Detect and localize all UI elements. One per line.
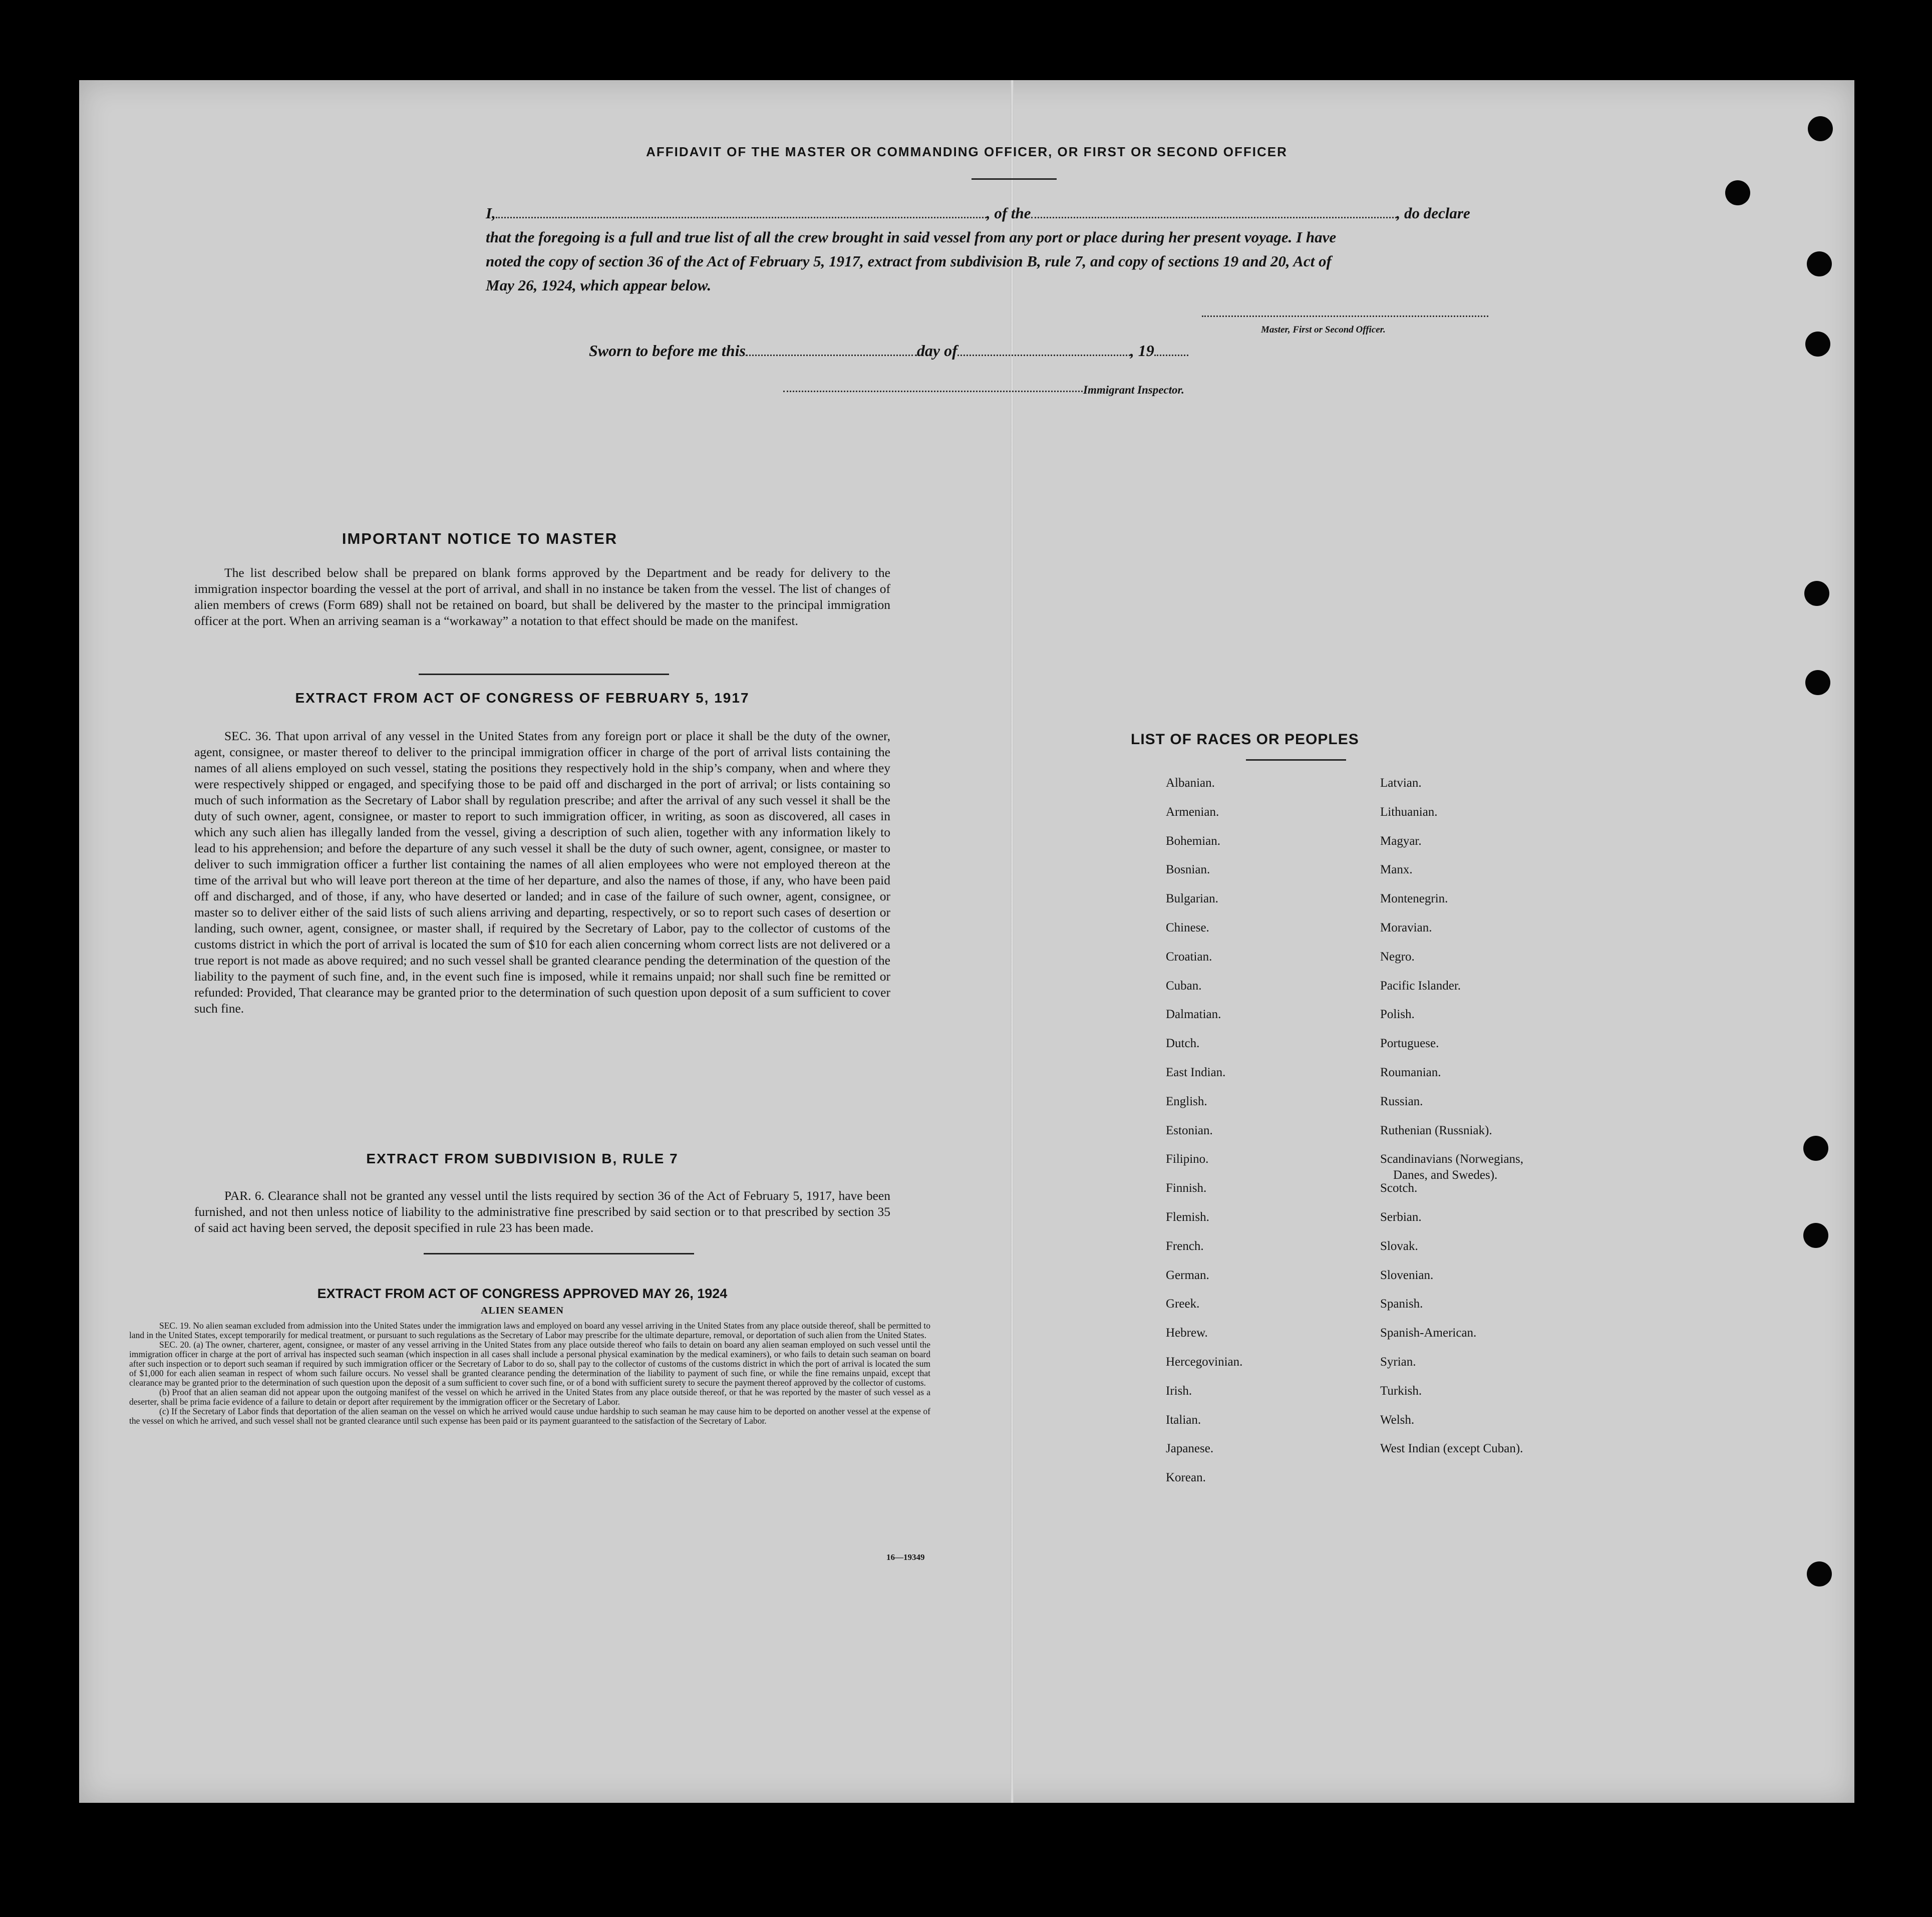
sec-20a-text: SEC. 20. (a) The owner, charterer, agent, consignee, or master of any vessel arriving in the United States from any place outside thereof who fails to detain on board any alien seaman employed on such vessel until the immigration officer in charge at the port of arrival has inspected such seaman (which inspection in all cases shall include a personal physical examination by the medical examiners), or who fails to detain such seaman on board after such inspection or to deport such seaman if required by such immigration officer or the Secretary of Labor to do so, shall pay to the collector of customs of the customs district in which the port of arrival is located the sum of $1,000 for each alien seaman in respect of whom such failure occurs. No vessel shall be granted clearance pending the determination of the liability to payment of such fine, or while the fine remains unpaid, except that clearance may be granted prior to the determination of such question upon the deposit of a sum sufficient to cover such fine, or of a bond with sufficient surety to secure the payment thereof approved by the collector of customs.	[129, 1340, 930, 1388]
extract-1924-heading: EXTRACT FROM ACT OF CONGRESS APPROVED MAY 26, 1924	[317, 1286, 728, 1301]
race-item: Flemish.	[1166, 1210, 1209, 1224]
year-label: , 19	[1130, 342, 1154, 360]
race-item: Manx.	[1380, 863, 1413, 876]
race-item: Scandinavians (Norwegians,	[1380, 1152, 1524, 1166]
sworn-line	[589, 342, 1188, 360]
binder-hole	[1725, 180, 1750, 205]
race-item: Scotch.	[1380, 1181, 1418, 1195]
rule7-heading: EXTRACT FROM SUBDIVISION B, RULE 7	[366, 1151, 679, 1166]
race-item: Ruthenian (Russniak).	[1380, 1124, 1492, 1137]
race-item: Serbian.	[1380, 1210, 1422, 1224]
race-item: Croatian.	[1166, 950, 1212, 964]
race-item: Latvian.	[1380, 776, 1422, 790]
race-item: Pacific Islander.	[1380, 979, 1461, 993]
inspector-label: Immigrant Inspector.	[1083, 384, 1184, 396]
page-fold	[1011, 80, 1014, 1803]
binder-hole	[1803, 1136, 1828, 1161]
extract-1917-text: SEC. 36. That upon arrival of any vessel in the United States from any foreign port or place it shall be the duty of the owner, agent, consignee, or master thereof to deliver to the principal immigration officer in charge of the port of arrival lists containing the names of all aliens employed on such vessel, stating the positions they respectively hold in the ship’s company, when and where they were respectively shipped or engaged, and specifying those to be paid off and discharged in the port of arrival; or lists containing so much of such information as the Secretary of Labor shall by regulation prescribe; and after the arrival of any such vessel it shall be the duty of such owner, agent, consignee, or master to report to such immigration officer, in writing, as soon as discovered, all cases in which any such alien has illegally landed from the vessel, giving a description of such alien, together with any information likely to lead to his apprehension; and before the departure of any such vessel it shall be the duty of such owner, agent, consignee, or master to deliver to such immigration officer a further list containing the names of all alien employees who were not employed thereon at the time of the arrival but who will leave port thereon at the time of her departure, and also the names of those, if any, who have been paid off and discharged, and of those, if any, who have deserted or landed; and in case of the failure of such owner, agent, consignee, or master so to deliver either of the said lists of such aliens arriving and departing, respectively, or so to report such cases of desertion or landing, such owner, agent, consignee, or master shall, if required by the Secretary of Labor, pay to the collector of customs of the customs district in which the port of arrival is located the sum of $10 for each alien concerning whom correct lists are not delivered or a true report is not made as above required; and no such vessel shall be granted clearance pending the determination of the question of the liability to the payment of such fine, and, in the event such fine is imposed, while it remains unpaid; nor shall such fine be remitted or refunded: Provided, That clearance may be granted prior to the determination of such question upon deposit of a sum sufficient to cover such fine.	[194, 729, 890, 1016]
race-item: Italian.	[1166, 1413, 1201, 1427]
race-item: German.	[1166, 1268, 1209, 1282]
race-item: Negro.	[1380, 950, 1415, 964]
races-heading-rule	[1246, 759, 1346, 761]
declaration-line-2: that the foregoing is a full and true list of all the crew brought in said vessel from any port or place during her present voyage. I have	[486, 228, 1337, 246]
race-item: Danes, and Swedes).	[1393, 1168, 1498, 1182]
race-item: Slovenian.	[1380, 1268, 1434, 1282]
day-of-label: day of	[916, 342, 957, 360]
race-item: Filipino.	[1166, 1152, 1209, 1166]
race-item: Bosnian.	[1166, 863, 1210, 876]
race-item: Dutch.	[1166, 1037, 1200, 1050]
race-item: Turkish.	[1380, 1384, 1422, 1398]
race-item: Magyar.	[1380, 834, 1422, 848]
declaration-line-3: noted the copy of section 36 of the Act of February 5, 1917, extract from subdivision B, rule 7, and copy of sections 19 and 20, Act of	[486, 252, 1332, 270]
race-item: Russian.	[1380, 1095, 1423, 1108]
race-item: Hercegovinian.	[1166, 1355, 1243, 1369]
race-item: Greek.	[1166, 1297, 1200, 1311]
race-item: Bulgarian.	[1166, 892, 1218, 905]
races-heading: LIST OF RACES OR PEOPLES	[1131, 731, 1359, 748]
of-the-label: , of the	[986, 204, 1031, 222]
extract-1924-text	[129, 1321, 930, 1426]
form-number: 16—19349	[886, 1552, 925, 1562]
notice-heading: IMPORTANT NOTICE TO MASTER	[342, 530, 618, 547]
race-item: Roumanian.	[1380, 1066, 1441, 1079]
day-blank[interactable]	[746, 344, 917, 356]
race-item: Montenegrin.	[1380, 892, 1448, 905]
race-item: Chinese.	[1166, 921, 1209, 934]
document-page	[79, 80, 1854, 1803]
sec-20b-text: (b) Proof that an alien seaman did not appear upon the outgoing manifest of the vessel on which he arrived in the United States from any place outside thereof, or that he was reported by the master of such vessel as a deserter, shall be prima facie evidence of a failure to detain or deport after requirement by the immigration officer or the Secretary of Labor.	[129, 1387, 930, 1407]
race-item: Japanese.	[1166, 1442, 1214, 1455]
binder-hole	[1808, 116, 1833, 141]
do-declare-label: , do declare	[1396, 204, 1470, 222]
master-label: Master, First or Second Officer.	[1261, 325, 1386, 335]
sec-20c-text: (c) If the Secretary of Labor finds that deportation of the alien seaman on the vessel on which he arrived would cause undue hardship to such seaman he may cause him to be deported on another vessel at the expense of the vessel on which he arrived, and such vessel shall not be granted clearance until such expense has been paid or its payment guaranteed to the satisfaction of the Secretary of Labor.	[129, 1406, 930, 1426]
race-item: Polish.	[1380, 1008, 1415, 1021]
race-item: Korean.	[1166, 1471, 1206, 1484]
race-item: Portuguese.	[1380, 1037, 1439, 1050]
sworn-label: Sworn to before me this	[589, 342, 746, 360]
race-item: Syrian.	[1380, 1355, 1416, 1369]
race-item: Lithuanian.	[1380, 805, 1438, 819]
declaration-line-4: May 26, 1924, which appear below.	[486, 276, 712, 294]
race-item: Armenian.	[1166, 805, 1219, 819]
section-rule	[419, 674, 669, 675]
sec-19-text: SEC. 19. No alien seaman excluded from admission into the United States under the immigration laws and employed on board any vessel arriving in the United States from any place outside thereof, shall be permitted to land in the United States, except temporarily for medical treatment, or pursuant to such regulations as the Secretary of Labor may prescribe for the ultimate departure, removal, or deportation of such alien from the United States.	[129, 1321, 930, 1340]
declaration-line	[486, 204, 1562, 222]
year-blank[interactable]	[1154, 344, 1188, 356]
race-item: Irish.	[1166, 1384, 1192, 1398]
race-item: East Indian.	[1166, 1066, 1226, 1079]
binder-hole	[1803, 1223, 1828, 1248]
vessel-blank[interactable]	[1031, 206, 1397, 218]
race-item: Spanish-American.	[1380, 1326, 1477, 1340]
month-blank[interactable]	[957, 344, 1130, 356]
race-item: Moravian.	[1380, 921, 1432, 934]
rule7-text: PAR. 6. Clearance shall not be granted any vessel until the lists required by section 36 of the Act of February 5, 1917, have been furnished, and not then unless notice of liability to the administrative fine prescribed by said section or to that prescribed by section 35 of said act having been served, the deposit specified in rule 23 has been made.	[194, 1188, 890, 1235]
inspector-signature-line[interactable]	[783, 391, 1083, 392]
race-item: English.	[1166, 1095, 1207, 1108]
i-label: I,	[486, 204, 496, 222]
binder-hole	[1807, 251, 1832, 276]
race-item: Cuban.	[1166, 979, 1202, 993]
name-blank[interactable]	[496, 206, 987, 218]
race-item: Spanish.	[1380, 1297, 1423, 1311]
section-rule	[424, 1253, 694, 1254]
race-item: Estonian.	[1166, 1124, 1213, 1137]
race-item: Finnish.	[1166, 1181, 1207, 1195]
race-item: French.	[1166, 1239, 1204, 1253]
binder-hole	[1804, 581, 1829, 606]
race-item: Slovak.	[1380, 1239, 1418, 1253]
binder-hole	[1807, 1561, 1832, 1586]
extract-1917-heading: EXTRACT FROM ACT OF CONGRESS OF FEBRUARY 5, 1917	[295, 690, 750, 706]
affidavit-heading: AFFIDAVIT OF THE MASTER OR COMMANDING OFFICER, OR FIRST OR SECOND OFFICER	[646, 144, 1287, 159]
master-signature-line[interactable]	[1202, 315, 1488, 317]
heading-rule	[972, 178, 1057, 180]
binder-hole	[1805, 670, 1830, 695]
race-item: Albanian.	[1166, 776, 1215, 790]
race-item: West Indian (except Cuban).	[1380, 1442, 1523, 1455]
race-item: Bohemian.	[1166, 834, 1221, 848]
race-item: Dalmatian.	[1166, 1008, 1221, 1021]
notice-text: The list described below shall be prepared on blank forms approved by the Department and be ready for delivery to the immigration inspector boarding the vessel at the port of arrival, and shall in no instance be taken from the vessel. The list of changes of alien members of crews (Form 689) shall not be retained on board, but shall be delivered by the master to the principal immigration officer at the port. When an arriving seaman is a “workaway” a notation to that effect should be made on the manifest.	[194, 565, 890, 628]
alien-seamen-subheading: ALIEN SEAMEN	[481, 1305, 564, 1316]
race-item: Hebrew.	[1166, 1326, 1208, 1340]
race-item: Welsh.	[1380, 1413, 1415, 1427]
binder-hole	[1805, 332, 1830, 357]
